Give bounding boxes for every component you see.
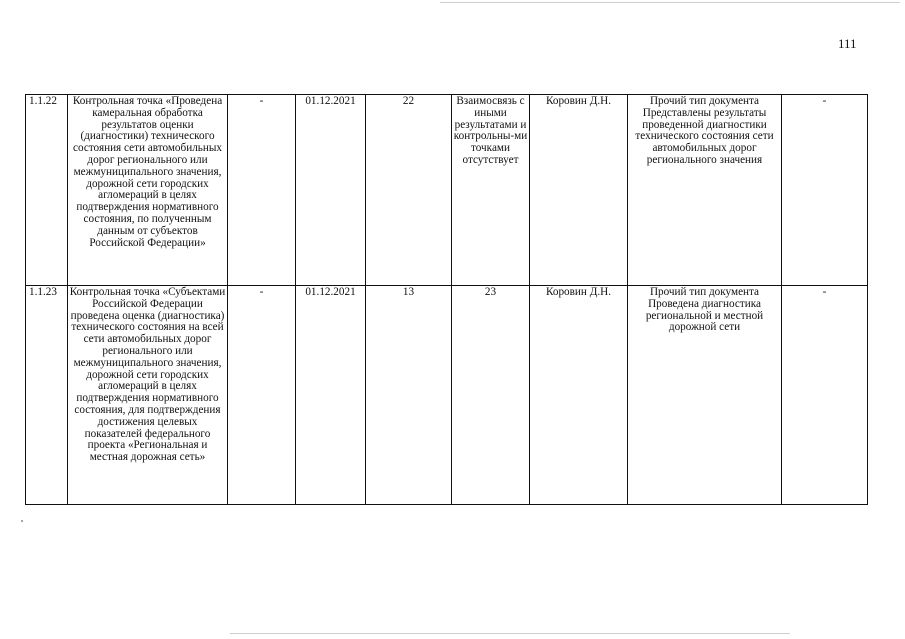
page-number: 111 bbox=[838, 36, 857, 51]
responsible-person: Коровин Д.Н. bbox=[530, 286, 628, 505]
table-row bbox=[26, 286, 868, 505]
table-row bbox=[26, 95, 868, 286]
row-number: 1.1.22 bbox=[26, 95, 68, 286]
milestone-code: 13 bbox=[366, 286, 452, 505]
milestones-table bbox=[25, 94, 868, 505]
cell-dash: - bbox=[228, 286, 296, 505]
cell-dash: - bbox=[228, 95, 296, 286]
scan-artifact-bottom bbox=[230, 633, 790, 634]
cell-dash-last: - bbox=[782, 95, 868, 286]
cell-dash-last: - bbox=[782, 286, 868, 505]
document-description: Прочий тип документа Представлены результаты проведенной диагностики технического состояния сети автомобильных дорог регионального значения bbox=[628, 95, 782, 286]
milestone-date: 01.12.2021 bbox=[296, 286, 366, 505]
milestone-relation: 23 bbox=[452, 286, 530, 505]
document-description: Прочий тип документа Проведена диагностика региональной и местной дорожной сети bbox=[628, 286, 782, 505]
responsible-person: Коровин Д.Н. bbox=[530, 95, 628, 286]
milestone-code: 22 bbox=[366, 95, 452, 286]
milestone-name: Контрольная точка «Проведена камеральная обработка результатов оценки (диагностики) технического состояния сети автомобильных дорог регионального или межмуниципального значения, дорожной сети городских агломераций в целях подтверждения нормативного состояния, по полученным данным от субъектов Российской Федерации» bbox=[68, 95, 228, 286]
milestone-relation: Взаимосвязь с иными результатами и контрольны-ми точками отсутствует bbox=[452, 95, 530, 286]
row-number: 1.1.23 bbox=[26, 286, 68, 505]
milestone-date: 01.12.2021 bbox=[296, 95, 366, 286]
milestone-name: Контрольная точка «Субъектами Российской Федерации проведена оценка (диагностика) технического состояния на всей сети автомобильных дорог регионального или межмуниципального значения, дорожной сети городских агломераций в целях подтверждения нормативного состояния, для подтверждения достижения целевых показателей федерального проекта «Региональная и местная дорожная сеть» bbox=[68, 286, 228, 505]
scan-speck bbox=[21, 520, 23, 522]
scan-artifact-top bbox=[440, 2, 900, 3]
